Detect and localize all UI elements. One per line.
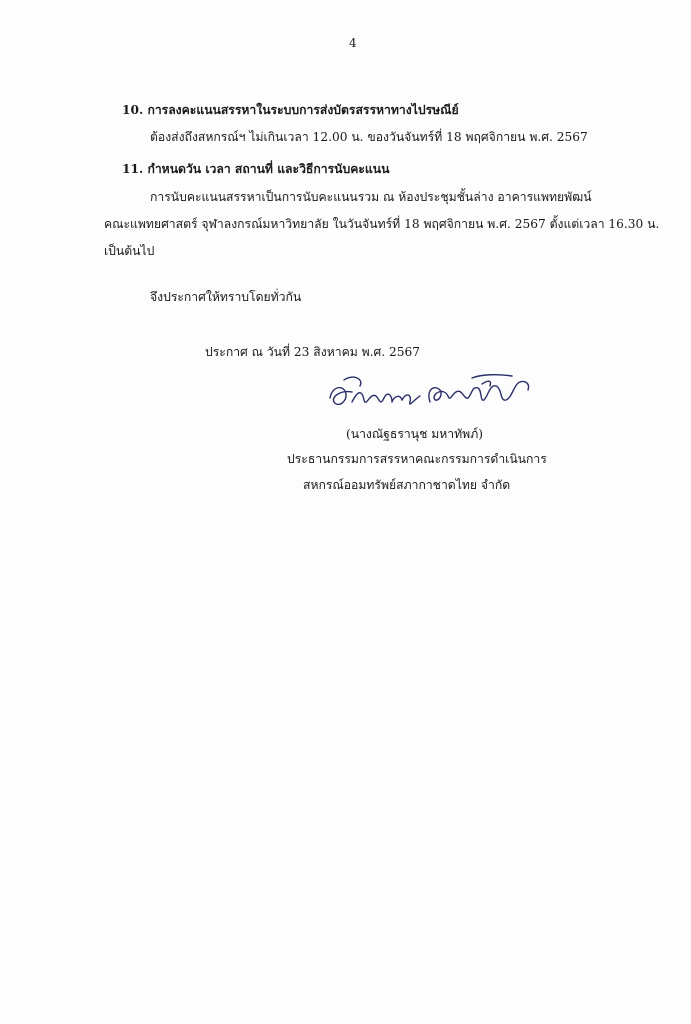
- signatory-position: ประธานกรรมการสรรหาคณะกรรมการดำเนินการ: [287, 452, 547, 466]
- section-10-body: ต้องส่งถึงสหกรณ์ฯ ไม่เกินเวลา 12.00 น. ของวันจันทร์ที่ 18 พฤศจิกายน พ.ศ. 2567: [150, 130, 588, 144]
- section-10-heading: 10. การลงคะแนนสรรหาในระบบการส่งบัตรสรรหาทางไปรษณีย์: [122, 103, 459, 117]
- section-11-heading: 11. กำหนดวัน เวลา สถานที่ และวิธีการนับคะแนน: [122, 162, 390, 176]
- signatory-name: (นางณัฐธรานุช มหาทัพภ์): [346, 427, 483, 441]
- announced-date: ประกาศ ณ วันที่ 23 สิงหาคม พ.ศ. 2567: [205, 345, 421, 359]
- announcement-line: จึงประกาศให้ทราบโดยทั่วกัน: [150, 290, 302, 304]
- page-number: 4: [349, 36, 357, 50]
- section-11-line: คณะแพทยศาสตร์ จุฬาลงกรณ์มหาวิทยาลัย ในวันจันทร์ที่ 18 พฤศจิกายน พ.ศ. 2567 ตั้งแต่เวลา 16.30 น.: [104, 217, 660, 231]
- section-11-line: เป็นต้นไป: [104, 244, 155, 258]
- section-11-line: การนับคะแนนสรรหาเป็นการนับคะแนนรวม ณ ห้องประชุมชั้นล่าง อาคารแพทยพัฒน์: [150, 190, 592, 204]
- signatory-organization: สหกรณ์ออมทรัพย์สภากาชาดไทย จำกัด: [303, 478, 511, 492]
- handwritten-signature: [322, 372, 534, 416]
